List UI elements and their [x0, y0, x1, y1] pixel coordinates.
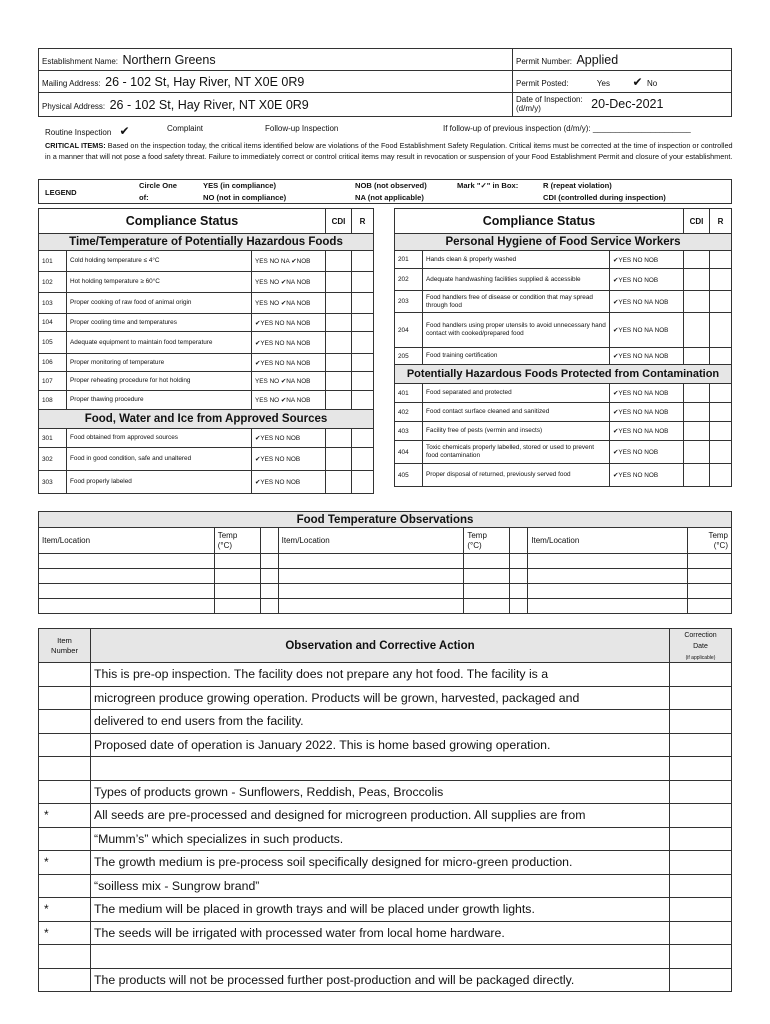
temperature-row: [39, 569, 732, 584]
item-description: Cold holding temperature ≤ 4°C: [67, 251, 252, 272]
observation-row: [39, 780, 732, 804]
item-number: 203: [395, 291, 423, 313]
compliance-status: ✔YES NO NOB: [610, 464, 684, 487]
repeat-checkbox[interactable]: [352, 272, 374, 293]
category-approved-sources: Food, Water and Ice from Approved Sources: [39, 410, 374, 429]
compliance-row: [39, 251, 374, 272]
item-description: Proper reheating procedure for hot holding: [67, 372, 252, 391]
repeat-checkbox[interactable]: [710, 348, 732, 365]
observation-text[interactable]: [91, 945, 670, 969]
item-location-field[interactable]: [278, 569, 464, 584]
compliance-row: [395, 464, 732, 487]
legend-cdi: CDI (controlled during inspection): [543, 193, 666, 202]
compliance-row: [395, 251, 732, 269]
repeat-checkbox[interactable]: [352, 429, 374, 448]
compliance-status-header-right: Compliance Status: [395, 209, 684, 234]
spacer-cell: [510, 599, 528, 614]
compliance-status: ✔YES NO NA NOB: [610, 313, 684, 348]
observation-text[interactable]: The seeds will be irrigated with processed water from local home hardware.: [91, 921, 670, 945]
category-time-temperature: Time/Temperature of Potentially Hazardous Foods: [39, 234, 374, 251]
item-location-header-2: Item/Location: [278, 528, 464, 554]
cdi-checkbox[interactable]: [326, 332, 352, 354]
compliance-row: [395, 313, 732, 348]
temp-field[interactable]: [688, 569, 732, 584]
item-location-field[interactable]: [528, 599, 688, 614]
item-description: Food training certification: [423, 348, 610, 365]
temp-field[interactable]: [464, 569, 510, 584]
item-description: Food obtained from approved sources: [67, 429, 252, 448]
compliance-status: ✔YES NO NA NOB: [252, 332, 326, 354]
compliance-status: ✔YES NO NA NOB: [252, 314, 326, 332]
temp-field[interactable]: [464, 584, 510, 599]
cdi-checkbox[interactable]: [326, 429, 352, 448]
observation-row: [39, 804, 732, 828]
item-number: 105: [39, 332, 67, 354]
correction-date-field[interactable]: [670, 851, 732, 875]
cdi-checkbox[interactable]: [326, 251, 352, 272]
cdi-checkbox[interactable]: [684, 384, 710, 403]
cdi-checkbox[interactable]: [684, 441, 710, 464]
permit-number-label: Permit Number:: [516, 56, 573, 66]
compliance-row: [395, 422, 732, 441]
cdi-checkbox[interactable]: [684, 422, 710, 441]
observation-row: [39, 898, 732, 922]
compliance-status: ✔YES NO NA NOB: [252, 354, 326, 372]
routine-inspection-label: Routine Inspection: [45, 128, 112, 137]
observation-row: [39, 945, 732, 969]
temperature-row: [39, 599, 732, 614]
mailing-address-label: Mailing Address:: [42, 78, 101, 88]
inspection-date-label: Date of Inspection:: [516, 95, 583, 105]
spacer-cell: [510, 528, 528, 554]
spacer-cell: [260, 569, 278, 584]
compliance-row: [39, 354, 374, 372]
observation-item-number[interactable]: [39, 733, 91, 757]
compliance-row: [39, 332, 374, 354]
observation-text[interactable]: The medium will be placed in growth trays and will be placed under growth lights.: [91, 898, 670, 922]
item-description: Proper thawing procedure: [67, 391, 252, 410]
temp-field[interactable]: [214, 599, 260, 614]
critical-items-label: CRITICAL ITEMS:: [45, 141, 106, 150]
repeat-checkbox[interactable]: [710, 464, 732, 487]
item-description: Proper cooling time and temperatures: [67, 314, 252, 332]
mailing-address-cell: [39, 71, 513, 93]
item-location-field[interactable]: [528, 554, 688, 569]
item-description: Facility free of pests (vermin and insects): [423, 422, 610, 441]
item-number: 102: [39, 272, 67, 293]
food-temperature-title: Food Temperature Observations: [39, 512, 732, 528]
inspection-date-cell: [513, 93, 732, 117]
item-location-field[interactable]: [39, 554, 215, 569]
item-number: 404: [395, 441, 423, 464]
repeat-checkbox[interactable]: [352, 391, 374, 410]
repeat-checkbox[interactable]: [352, 332, 374, 354]
repeat-checkbox[interactable]: [352, 448, 374, 471]
item-description: Proper disposal of returned, previously served food: [423, 464, 610, 487]
compliance-row: [39, 391, 374, 410]
compliance-status: ✔YES NO NOB: [252, 448, 326, 471]
spacer-cell: [510, 569, 528, 584]
correction-date-field[interactable]: [670, 874, 732, 898]
compliance-row: [39, 293, 374, 314]
temp-field[interactable]: [688, 554, 732, 569]
temp-field[interactable]: [688, 584, 732, 599]
observation-row: [39, 733, 732, 757]
item-description: Food properly labeled: [67, 471, 252, 494]
establishment-name-value: Northern Greens: [122, 52, 216, 67]
item-number: 201: [395, 251, 423, 269]
observations-table: [38, 628, 732, 992]
observation-text[interactable]: Proposed date of operation is January 2022. This is home based growing operation.: [91, 733, 670, 757]
item-description: Adequate equipment to maintain food temperature: [67, 332, 252, 354]
establishment-name-label: Establishment Name:: [42, 56, 119, 66]
item-location-field[interactable]: [39, 599, 215, 614]
legend-circle-of: of:: [139, 193, 149, 202]
observation-row: [39, 827, 732, 851]
compliance-row: [39, 372, 374, 391]
inspection-type-row: [45, 124, 735, 138]
legend-circle-one: Circle One: [139, 181, 177, 190]
legend-nob: NOB (not observed): [355, 181, 427, 190]
item-description: Adequate handwashing facilities supplied & accessible: [423, 269, 610, 291]
legend-repeat: R (repeat violation): [543, 181, 612, 190]
compliance-status: YES NO ✔NA NOB: [252, 293, 326, 314]
observation-text[interactable]: delivered to end users from the facility.: [91, 710, 670, 734]
temp-header-3: Temp (°C): [688, 528, 732, 554]
correction-date-field[interactable]: [670, 898, 732, 922]
compliance-status: ✔YES NO NOB: [610, 251, 684, 269]
item-number: 106: [39, 354, 67, 372]
temp-header-1: Temp (°C): [214, 528, 260, 554]
repeat-checkbox[interactable]: [710, 291, 732, 313]
repeat-checkbox[interactable]: [710, 269, 732, 291]
cdi-checkbox[interactable]: [326, 448, 352, 471]
repeat-checkbox[interactable]: [352, 251, 374, 272]
observation-item-number[interactable]: [39, 780, 91, 804]
observation-text[interactable]: [91, 757, 670, 781]
permit-number-cell: [513, 49, 732, 71]
compliance-table-right: [394, 208, 732, 487]
cdi-header-left: CDI: [326, 209, 352, 234]
spacer-cell: [260, 554, 278, 569]
physical-address-label: Physical Address:: [42, 101, 106, 111]
cdi-checkbox[interactable]: [326, 354, 352, 372]
spacer-cell: [510, 584, 528, 599]
item-number: 103: [39, 293, 67, 314]
repeat-checkbox[interactable]: [352, 293, 374, 314]
repeat-checkbox[interactable]: [710, 403, 732, 422]
observation-row: [39, 686, 732, 710]
item-number: 101: [39, 251, 67, 272]
compliance-status: ✔YES NO NOB: [610, 441, 684, 464]
correction-date-field[interactable]: [670, 921, 732, 945]
observation-header: Observation and Corrective Action: [91, 629, 670, 663]
correction-date-field[interactable]: [670, 804, 732, 828]
compliance-status: YES NO NA ✔NOB: [252, 251, 326, 272]
critical-items-notice: [45, 141, 735, 162]
repeat-checkbox[interactable]: [710, 384, 732, 403]
legend-no: NO (not in compliance): [203, 193, 287, 202]
compliance-row: [395, 441, 732, 464]
temperature-row: [39, 584, 732, 599]
compliance-status: ✔YES NO NOB: [610, 269, 684, 291]
permit-posted-cell: [513, 71, 732, 93]
followup-inspection-label: Follow-up Inspection: [265, 124, 339, 133]
observation-row: [39, 968, 732, 992]
permit-posted-checkmark-icon: ✔: [632, 74, 643, 89]
compliance-row: [395, 269, 732, 291]
establishment-info-table: [38, 48, 732, 117]
compliance-status: ✔YES NO NA NOB: [610, 291, 684, 313]
compliance-status: YES NO ✔NA NOB: [252, 372, 326, 391]
correction-date-field[interactable]: [670, 827, 732, 851]
critical-items-text: Based on the inspection today, the critical items identified below are violations of the Food Establishment Safety Regulation. Critical items must be corrected at the time of inspection or controlled in a manner that will not pose a food safety threat. Failure to immediately correct or control critical items may result in revocation or suspension of your Food Establishment Permit and closure of your establishment.: [45, 141, 733, 161]
legend-title: LEGEND: [45, 188, 77, 197]
item-description: Food contact surface cleaned and sanitized: [423, 403, 610, 422]
correction-date-field[interactable]: [670, 945, 732, 969]
item-number: 303: [39, 471, 67, 494]
compliance-status: ✔YES NO NOB: [252, 471, 326, 494]
repeat-checkbox[interactable]: [352, 314, 374, 332]
item-number: 401: [395, 384, 423, 403]
observation-item-number[interactable]: *: [39, 851, 91, 875]
item-number: 301: [39, 429, 67, 448]
observation-text[interactable]: The growth medium is pre-process soil specifically designed for micro-green production.: [91, 851, 670, 875]
category-personal-hygiene: Personal Hygiene of Food Service Workers: [395, 234, 732, 251]
correction-date-header: Correction Date (if applicable): [670, 629, 732, 663]
observation-row: [39, 757, 732, 781]
legend-mark: Mark "✓" in Box:: [457, 181, 519, 190]
legend-na: NA (not applicable): [355, 193, 424, 202]
inspection-date-format: (d/m/y): [516, 104, 541, 114]
cdi-checkbox[interactable]: [326, 471, 352, 494]
cdi-checkbox[interactable]: [684, 291, 710, 313]
observation-row: [39, 710, 732, 734]
compliance-status: ✔YES NO NOB: [252, 429, 326, 448]
item-number: 205: [395, 348, 423, 365]
compliance-status: ✔YES NO NA NOB: [610, 422, 684, 441]
item-number: 405: [395, 464, 423, 487]
correction-date-field[interactable]: [670, 710, 732, 734]
correction-date-field[interactable]: [670, 780, 732, 804]
temp-field[interactable]: [688, 599, 732, 614]
observation-row: [39, 663, 732, 687]
establishment-name-cell: [39, 49, 513, 71]
observation-item-number[interactable]: [39, 827, 91, 851]
observation-text[interactable]: This is pre-op inspection. The facility does not prepare any hot food. The facility is a: [91, 663, 670, 687]
item-description: Proper cooking of raw food of animal origin: [67, 293, 252, 314]
spacer-cell: [260, 584, 278, 599]
compliance-status: YES NO ✔NA NOB: [252, 272, 326, 293]
compliance-status: YES NO ✔NA NOB: [252, 391, 326, 410]
compliance-row: [39, 272, 374, 293]
item-description: Food handlers free of disease or condition that may spread through food: [423, 291, 610, 313]
observation-item-number[interactable]: [39, 757, 91, 781]
item-number: 403: [395, 422, 423, 441]
spacer-cell: [260, 599, 278, 614]
category-contamination: Potentially Hazardous Foods Protected from Contamination: [395, 365, 732, 384]
observation-item-number[interactable]: *: [39, 898, 91, 922]
temperature-row: [39, 554, 732, 569]
temp-header-2: Temp (°C): [464, 528, 510, 554]
item-description: Food handlers using proper utensils to avoid unnecessary hand contact with cooked/prepared food: [423, 313, 610, 348]
inspection-date-value: 20-Dec-2021: [591, 97, 664, 112]
cdi-checkbox[interactable]: [326, 272, 352, 293]
item-location-header-3: Item/Location: [528, 528, 688, 554]
item-description: Food in good condition, safe and unaltered: [67, 448, 252, 471]
observation-text[interactable]: microgreen produce growing operation. Products will be grown, harvested, packaged and: [91, 686, 670, 710]
temp-field[interactable]: [214, 584, 260, 599]
item-location-field[interactable]: [528, 569, 688, 584]
item-number: 302: [39, 448, 67, 471]
permit-posted-yes: Yes: [596, 78, 610, 88]
item-location-field[interactable]: [39, 584, 215, 599]
cdi-checkbox[interactable]: [684, 403, 710, 422]
cdi-checkbox[interactable]: [684, 464, 710, 487]
compliance-row: [395, 291, 732, 313]
compliance-status-header-left: Compliance Status: [39, 209, 326, 234]
cdi-header-right: CDI: [684, 209, 710, 234]
cdi-checkbox[interactable]: [684, 313, 710, 348]
observation-text[interactable]: All seeds are pre-processed and designed for microgreen production. All supplies are from: [91, 804, 670, 828]
repeat-checkbox[interactable]: [710, 441, 732, 464]
observation-text[interactable]: The products will not be processed further post-production and will be packaged directly.: [91, 968, 670, 992]
item-location-field[interactable]: [278, 584, 464, 599]
spacer-cell: [510, 554, 528, 569]
routine-checkmark-icon: ✔: [119, 124, 130, 138]
repeat-checkbox[interactable]: [352, 372, 374, 391]
item-number: 204: [395, 313, 423, 348]
observation-item-number[interactable]: *: [39, 804, 91, 828]
observation-item-number[interactable]: [39, 710, 91, 734]
physical-address-cell: [39, 93, 513, 117]
observation-item-number[interactable]: [39, 874, 91, 898]
observation-item-number[interactable]: [39, 686, 91, 710]
compliance-status: ✔YES NO NA NOB: [610, 384, 684, 403]
legend: [38, 179, 732, 204]
correction-date-field[interactable]: [670, 686, 732, 710]
item-location-header-1: Item/Location: [39, 528, 215, 554]
mailing-address-value: 26 - 102 St, Hay River, NT X0E 0R9: [105, 74, 305, 89]
compliance-row: [39, 471, 374, 494]
temp-field[interactable]: [464, 599, 510, 614]
correction-date-field[interactable]: [670, 663, 732, 687]
item-number-header: Item Number: [39, 629, 91, 663]
observation-row: [39, 874, 732, 898]
correction-date-field[interactable]: [670, 733, 732, 757]
item-description: Hands clean & properly washed: [423, 251, 610, 269]
observation-text[interactable]: “Mumm’s” which specializes in such products.: [91, 827, 670, 851]
item-location-field[interactable]: [278, 599, 464, 614]
temp-field[interactable]: [214, 554, 260, 569]
item-description: Food separated and protected: [423, 384, 610, 403]
legend-yes: YES (in compliance): [203, 181, 277, 190]
observation-row: [39, 851, 732, 875]
item-description: Hot holding temperature ≥ 60°C: [67, 272, 252, 293]
cdi-checkbox[interactable]: [684, 348, 710, 365]
permit-posted-no: No: [646, 78, 658, 88]
permit-posted-label: Permit Posted:: [516, 78, 569, 88]
cdi-checkbox[interactable]: [326, 293, 352, 314]
compliance-row: [395, 384, 732, 403]
observation-item-number[interactable]: [39, 945, 91, 969]
compliance-row: [395, 403, 732, 422]
r-header-right: R: [710, 209, 732, 234]
observation-row: [39, 921, 732, 945]
permit-number-value: Applied: [576, 52, 619, 67]
temp-field[interactable]: [214, 569, 260, 584]
cdi-checkbox[interactable]: [326, 391, 352, 410]
cdi-checkbox[interactable]: [684, 269, 710, 291]
observation-text[interactable]: Types of products grown - Sunflowers, Reddish, Peas, Broccolis: [91, 780, 670, 804]
item-location-field[interactable]: [528, 584, 688, 599]
spacer-cell: [260, 528, 278, 554]
compliance-status: ✔YES NO NA NOB: [610, 348, 684, 365]
item-description: Toxic chemicals properly labelled, stored or used to prevent food contamination: [423, 441, 610, 464]
complaint-label: Complaint: [167, 124, 204, 133]
observation-text[interactable]: “soilless mix - Sungrow brand”: [91, 874, 670, 898]
observation-item-number[interactable]: [39, 663, 91, 687]
compliance-row: [39, 314, 374, 332]
r-header-left: R: [352, 209, 374, 234]
cdi-checkbox[interactable]: [684, 251, 710, 269]
repeat-checkbox[interactable]: [710, 313, 732, 348]
repeat-checkbox[interactable]: [352, 354, 374, 372]
item-location-field[interactable]: [39, 569, 215, 584]
item-description: Proper monitoring of temperature: [67, 354, 252, 372]
food-temperature-table: [38, 511, 732, 614]
temp-field[interactable]: [464, 554, 510, 569]
item-number: 202: [395, 269, 423, 291]
observation-item-number[interactable]: [39, 968, 91, 992]
observation-item-number[interactable]: *: [39, 921, 91, 945]
item-number: 108: [39, 391, 67, 410]
item-location-field[interactable]: [278, 554, 464, 569]
compliance-row: [395, 348, 732, 365]
repeat-checkbox[interactable]: [352, 471, 374, 494]
compliance-row: [39, 429, 374, 448]
correction-date-field[interactable]: [670, 757, 732, 781]
compliance-status: ✔YES NO NA NOB: [610, 403, 684, 422]
followup-previous-label: If follow-up of previous inspection (d/m/y): ______________________: [443, 124, 691, 133]
repeat-checkbox[interactable]: [710, 422, 732, 441]
repeat-checkbox[interactable]: [710, 251, 732, 269]
item-number: 104: [39, 314, 67, 332]
correction-date-field[interactable]: [670, 968, 732, 992]
cdi-checkbox[interactable]: [326, 372, 352, 391]
physical-address-value: 26 - 102 St, Hay River, NT X0E 0R9: [109, 97, 309, 112]
item-number: 402: [395, 403, 423, 422]
cdi-checkbox[interactable]: [326, 314, 352, 332]
compliance-row: [39, 448, 374, 471]
item-number: 107: [39, 372, 67, 391]
compliance-table-left: [38, 208, 374, 494]
